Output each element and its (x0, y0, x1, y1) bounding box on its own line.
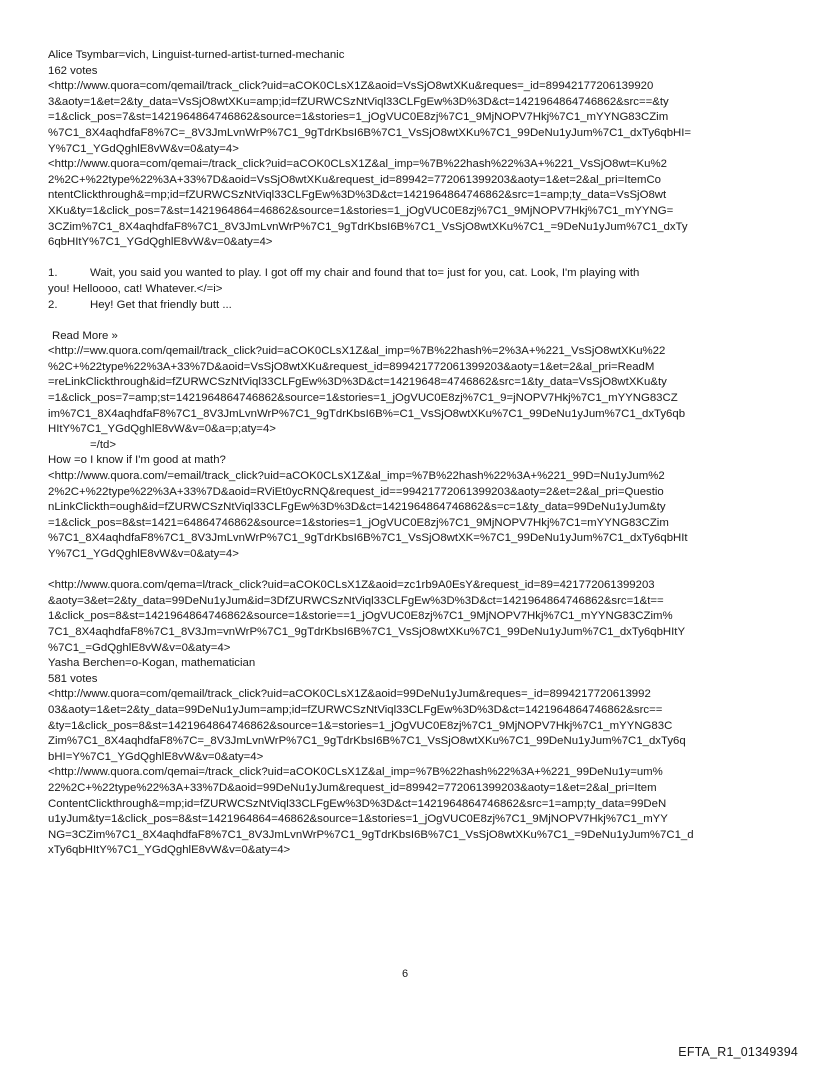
list-text: Wait, you said you wanted to play. I got off my chair and found that to= just for you, cat. Look, I'm playing with (90, 267, 640, 280)
list-number: 1. (48, 267, 58, 280)
list-item (48, 298, 778, 314)
tracking-url[interactable]: <http://www.quora.com/=email/track_click?uid=aCOK0CLsX1Z&al_imp=%7B%22hash%22%3A+%221_99D=Nu1yJum%2 2%2C+%22type%22%3A+33%7D&aoid=RViEt0ycRNQ&request_id==99421772061399203&aoty=2&et=2&al_pri=Questio nLinkClickth=ough&id=fZURWCSzNtViql33CLFgEw%3D%3D&ct=1421964864746862&s=c=1&ty_data=99DeNu1yJum&ty =1&click_pos=8&st=1421=64864746862&source=1&stories=1_jOgVUC0E8zj%7C1_9MjNOPV7Hkj%7C1=mYYNG83CZim %7C1_8X4aqhdfaF8%7C1_8V3JmLvnWrP%7C1_9gTdrKbsI6B%7C1_VsSjO8wtXK=%7C1_99DeNu1yJum%7C1_dxTy6qbHIt Y%7C1_YGdQghlE8vW&v=0&aty=4> (48, 470, 688, 560)
tracking-url[interactable]: <http://www.quora.com/qemai=/track_click?uid=aCOK0CLsX1Z&al_imp=%7B%22hash%22%3A+%221_99DeNu1y=um% 22%2C+%22type%22%3A+33%7D&aoid=99DeNu1yJum&request_id=89942=772061399203&aoty=1&et=2&al_pri=Item ContentClickthrough&=mp;id=fZURWCSzNtViql33CLFgEw%3D%3D&ct=1421964864746862&src=1=amp;ty_data=99DeN u1yJum&ty=1&click_pos=8&st=1421964864=46862&source=1&stories=1_jOgVUC0E8zj%7C1_9MjNOPV7Hkj%7C1_mYY NG=3CZim%7C1_8X4aqhdfaF8%7C1_8V3JmLvnWrP%7C1_9gTdrKbsI6B%7C1_VsSjO8wtXKu%7C1_=9DeNu1yJum%7C1_d xTy6qbHItY%7C1_YGdQghlE8vW&v=0&aty=4> (48, 766, 694, 857)
list-number: 2. (48, 298, 58, 311)
spacer (48, 251, 778, 267)
tracking-url[interactable]: <http://www.quora=com/qemai=/track_click?uid=aCOK0CLsX1Z&al_imp=%7B%22hash%22%3A+%221_VsSjO8wt=Ku%2 2%2C+%22type%22%3A+33%7D&aoid=VsSjO8wtXKu&request_id=89942=772061399203&aoty=1&et=2&al_pri=ItemCo ntentClickthrough&=mp;id=fZURWCSzNtViql33CLFgEw%3D%3D&ct=1421964864746862&src=1=amp;ty_data=VsSjO8wt XKu&ty=1&click_pos=7&st=1421964864=46862&source=1&stories=1_jOgVUC0E8zj%7C1_9MjNOPV7Hkj%7C1_mYYNG= 3CZim%7C1_8X4aqhdfaF8%7C1_8V3JmLvnWrP%7C1_9gTdrKbsI6B%7C1_VsSjO8wtXKu%7C1_=9DeNu1yJum%7C1_dxTy 6qbHItY%7C1_YGdQghlE8vW&v=0&aty=4> (48, 158, 688, 249)
answer-author: Alice Tsymbar=vich, Linguist-turned-artist-turned-mechanic (48, 49, 345, 61)
answer-votes: 162 votes (48, 64, 98, 77)
spacer (48, 313, 778, 329)
tracking-url[interactable]: <http://www.quora=com/qemail/track_click?uid=aCOK0CLsX1Z&aoid=99DeNu1yJum&reques=_id=8994217720613992 03&aoty=1&et=2&ty_data=99DeNu1yJum=amp;id=fZURWCSzNtViql33CLFgEw%3D%3D&ct=1421964864746862&src== &ty=1&click_pos=8&st=1421964864746862&source=1&=stories=1_jOgVUC0E8zj%7C1_9MjNOPV7Hkj%7C1_mYYNG83C Zim%7C1_8X4aqhdfaF8%7C=_8V3JmLvnWrP%7C1_9gTdrKbsI6B%7C1_VsSjO8wtXKu%7C1_99DeNu1yJum%7C1_dxTy6q bHI=Y%7C1_YGdQghlE8vW&v=0&aty=4> (48, 688, 686, 763)
list-item (48, 266, 778, 297)
document-page (48, 48, 778, 859)
tracking-url[interactable]: <http://=ww.quora.com/qemail/track_click?uid=aCOK0CLsX1Z&al_imp=%7B%22hash%=2%3A+%221_VsSjO8wtXKu%22 %2C+%22type%22%3A+33%7D&aoid=VsSjO8wtXKu&request_id=899421772061399203&aoty=1&et=2&al_pri=ReadM =reLinkClickthrough&id=fZURWCSzNtViql33CLFgEw%3D%3D&ct=14219648=4746862&src=1&ty_data=VsSjO8wtXKu&ty =1&click_pos=7=amp;st=1421964864746862&source=1&stories=1_jOgVUC0E8zj%7C1_9=jNOPV7Hkj%7C1_mYYNG83CZ im%7C1_8X4aqhdfaF8%7C1_8V3JmLvnWrP%7C1_9gTdrKbsI6B%=C1_VsSjO8wtXKu%7C1_99DeNu1yJum%7C1_dxTy6qb HItY%7C1_YGdQghlE8vW&v=0&a=p;aty=4> (48, 345, 686, 436)
tracking-url[interactable]: <http://www.quora.com/qema=l/track_click?uid=aCOK0CLsX1Z&aoid=zc1rb9A0EsY&request_id=89=421772061399203 &aoty=3&et=2&ty_data=99DeNu1yJum&id=3DfZURWCSzNtViql33CLFgEw%3D%3D&ct=1421964864746862&src=1&t== 1&click_pos=8&st=1421964864746862&source=1&storie==1_jOgVUC0E8zj%7C1_9MjNOPV7Hkj%7C1_mYYNG83CZim% 7C1_8X4aqhdfaF8%7C1_8V3Jm=vnWrP%7C1_9gTdrKbsI6B%7C1_VsSjO8wtXKu%7C1_99DeNu1yJum%7C1_dxTy6qbHItY %7C1_=GdQghlE8vW&v=0&aty=4> (48, 579, 686, 654)
question-title[interactable]: How =o I know if I'm good at math? (48, 454, 226, 467)
spacer (48, 563, 778, 579)
read-more-link[interactable]: Read More » (52, 329, 118, 342)
list-text: Hey! Get that friendly butt ... (90, 298, 232, 311)
html-fragment: =/td> (90, 438, 116, 451)
bates-number: EFTA_R1_01349394 (678, 1045, 798, 1059)
tracking-url[interactable]: <http://www.quora=com/qemail/track_click?uid=aCOK0CLsX1Z&aoid=VsSjO8wtXKu&reques=_id=89942177206139920 3&aoty=1&et=2&ty_data=VsSjO8wtXKu=amp;id=fZURWCSzNtViql33CLFgEw%3D%3D&ct=1421964864746862&src==&ty =1&click_pos=7&st=1421964864746862&source=1&stories=1_jOgVUC0E8zj%7C1_9MjNOPV7Hkj%7C1_mYYNG83CZim %7C1_8X4aqhdfaF8%7C=_8V3JmLvnWrP%7C1_9gTdrKbsI6B%7C1_VsSjO8wtXKu%7C1_99DeNu1yJum%7C1_dxTy6qbHI= Y%7C1_YGdQghlE8vW&v=0&aty=4> (48, 80, 692, 155)
answer-votes: 581 votes (48, 672, 98, 685)
page-number: 6 (402, 968, 409, 980)
answer-author: Yasha Berchen=o-Kogan, mathematician (48, 657, 256, 670)
list-text-continued: you! Helloooo, cat! Whatever.</=i> (48, 282, 223, 295)
